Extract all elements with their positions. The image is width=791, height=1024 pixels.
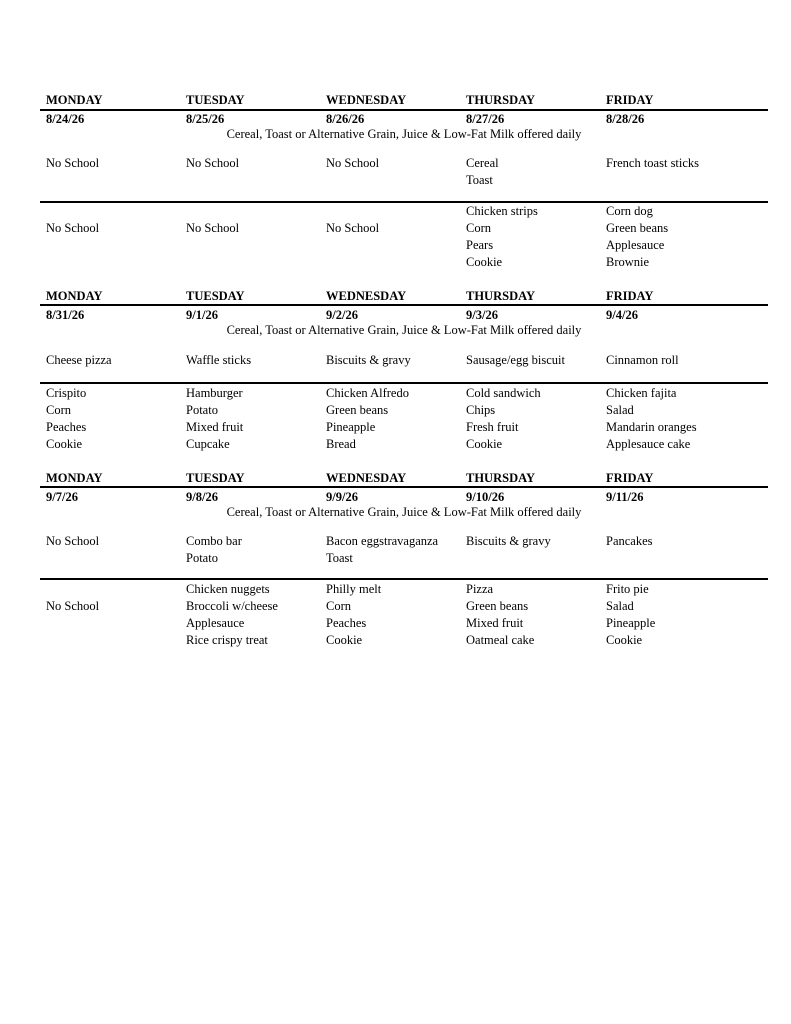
breakfast-item: Waffle sticks <box>186 353 252 367</box>
day-header: THURSDAY <box>466 289 536 303</box>
lunch-item: Cookie <box>606 633 643 647</box>
lunch-item: Cold sandwich <box>466 386 541 400</box>
lunch-item: Broccoli w/cheese <box>186 599 278 613</box>
day-header: TUESDAY <box>186 289 245 303</box>
date-label: 8/26/26 <box>326 112 365 126</box>
day-header: TUESDAY <box>186 93 245 107</box>
lunch-item: Pineapple <box>326 420 376 434</box>
lunch-item: Hamburger <box>186 386 243 400</box>
lunch-item: Cookie <box>326 633 363 647</box>
lunch-item: Peaches <box>326 616 367 630</box>
breakfast-item: Bacon eggstravaganza <box>326 534 439 548</box>
breakfast-item: Pancakes <box>606 534 653 548</box>
header-rule <box>40 486 768 488</box>
breakfast-item: Potato <box>186 551 218 565</box>
lunch-item: Chicken Alfredo <box>326 386 409 400</box>
day-header: WEDNESDAY <box>326 471 407 485</box>
lunch-item: Crispito <box>46 386 87 400</box>
date-label: 9/4/26 <box>606 308 638 322</box>
breakfast-item: Cheese pizza <box>46 353 112 367</box>
breakfast-item: Cereal <box>466 156 499 170</box>
daily-offer-note: Cereal, Toast or Alternative Grain, Juice & Low-Fat Milk offered daily <box>226 127 582 141</box>
lunch-item: Potato <box>186 403 218 417</box>
breakfast-item: Cinnamon roll <box>606 353 679 367</box>
lunch-item: Mandarin oranges <box>606 420 697 434</box>
date-label: 8/28/26 <box>606 112 645 126</box>
date-label: 9/7/26 <box>46 490 78 504</box>
lunch-item: Cupcake <box>186 437 230 451</box>
lunch-item: Salad <box>606 403 634 417</box>
lunch-item: No School <box>46 599 100 613</box>
lunch-item: Applesauce <box>186 616 245 630</box>
lunch-item: Corn <box>326 599 351 613</box>
day-header: MONDAY <box>46 471 103 485</box>
date-label: 8/25/26 <box>186 112 225 126</box>
day-header: WEDNESDAY <box>326 93 407 107</box>
lunch-item: No School <box>186 221 240 235</box>
lunch-item: No School <box>46 221 100 235</box>
date-label: 8/27/26 <box>466 112 505 126</box>
lunch-item: Philly melt <box>326 582 382 596</box>
daily-offer-note: Cereal, Toast or Alternative Grain, Juice & Low-Fat Milk offered daily <box>226 505 582 519</box>
lunch-item: Chicken strips <box>466 204 538 218</box>
date-label: 9/2/26 <box>326 308 358 322</box>
lunch-item: Chicken nuggets <box>186 582 270 596</box>
breakfast-item: No School <box>46 534 100 548</box>
header-rule <box>40 304 768 306</box>
day-header: TUESDAY <box>186 471 245 485</box>
lunch-item: Brownie <box>606 255 650 269</box>
breakfast-item: Sausage/egg biscuit <box>466 353 565 367</box>
lunch-item: Applesauce <box>606 238 665 252</box>
date-label: 9/8/26 <box>186 490 218 504</box>
day-header: MONDAY <box>46 93 103 107</box>
lunch-item: Salad <box>606 599 634 613</box>
lunch-item: Fresh fruit <box>466 420 519 434</box>
day-header: THURSDAY <box>466 471 536 485</box>
date-label: 8/24/26 <box>46 112 85 126</box>
lunch-item: Chicken fajita <box>606 386 677 400</box>
daily-offer-note: Cereal, Toast or Alternative Grain, Juice & Low-Fat Milk offered daily <box>226 323 582 337</box>
breakfast-item: No School <box>326 156 380 170</box>
day-header: THURSDAY <box>466 93 536 107</box>
lunch-item: Mixed fruit <box>466 616 524 630</box>
lunch-item: Corn <box>466 221 491 235</box>
date-label: 9/11/26 <box>606 490 644 504</box>
header-rule <box>40 109 768 111</box>
lunch-item: Corn <box>46 403 71 417</box>
lunch-item: Pizza <box>466 582 494 596</box>
date-label: 9/9/26 <box>326 490 358 504</box>
section-rule <box>40 578 768 580</box>
lunch-item: Cookie <box>466 255 503 269</box>
day-header: MONDAY <box>46 289 103 303</box>
lunch-item: Oatmeal cake <box>466 633 535 647</box>
day-header: WEDNESDAY <box>326 289 407 303</box>
lunch-item: Green beans <box>466 599 529 613</box>
lunch-item: Rice crispy treat <box>186 633 268 647</box>
breakfast-item: Biscuits & gravy <box>466 534 551 548</box>
lunch-item: Frito pie <box>606 582 649 596</box>
date-label: 9/3/26 <box>466 308 498 322</box>
lunch-item: Peaches <box>46 420 87 434</box>
breakfast-item: No School <box>186 156 240 170</box>
lunch-item: Green beans <box>606 221 669 235</box>
lunch-item: Cookie <box>46 437 83 451</box>
breakfast-item: French toast sticks <box>606 156 700 170</box>
date-label: 9/1/26 <box>186 308 218 322</box>
lunch-item: Chips <box>466 403 496 417</box>
breakfast-item: Biscuits & gravy <box>326 353 411 367</box>
breakfast-item: Toast <box>466 173 493 187</box>
section-rule <box>40 201 768 203</box>
breakfast-item: No School <box>46 156 100 170</box>
lunch-item: Green beans <box>326 403 389 417</box>
lunch-item: Applesauce cake <box>606 437 691 451</box>
date-label: 8/31/26 <box>46 308 85 322</box>
breakfast-item: Toast <box>326 551 353 565</box>
lunch-item: Corn dog <box>606 204 653 218</box>
breakfast-item: Combo bar <box>186 534 242 548</box>
lunch-item: Pears <box>466 238 494 252</box>
lunch-item: Pineapple <box>606 616 656 630</box>
lunch-item: No School <box>326 221 380 235</box>
day-header: FRIDAY <box>606 289 654 303</box>
lunch-item: Cookie <box>466 437 503 451</box>
lunch-item: Bread <box>326 437 356 451</box>
lunch-item: Mixed fruit <box>186 420 244 434</box>
day-header: FRIDAY <box>606 471 654 485</box>
day-header: FRIDAY <box>606 93 654 107</box>
date-label: 9/10/26 <box>466 490 505 504</box>
section-rule <box>40 382 768 384</box>
